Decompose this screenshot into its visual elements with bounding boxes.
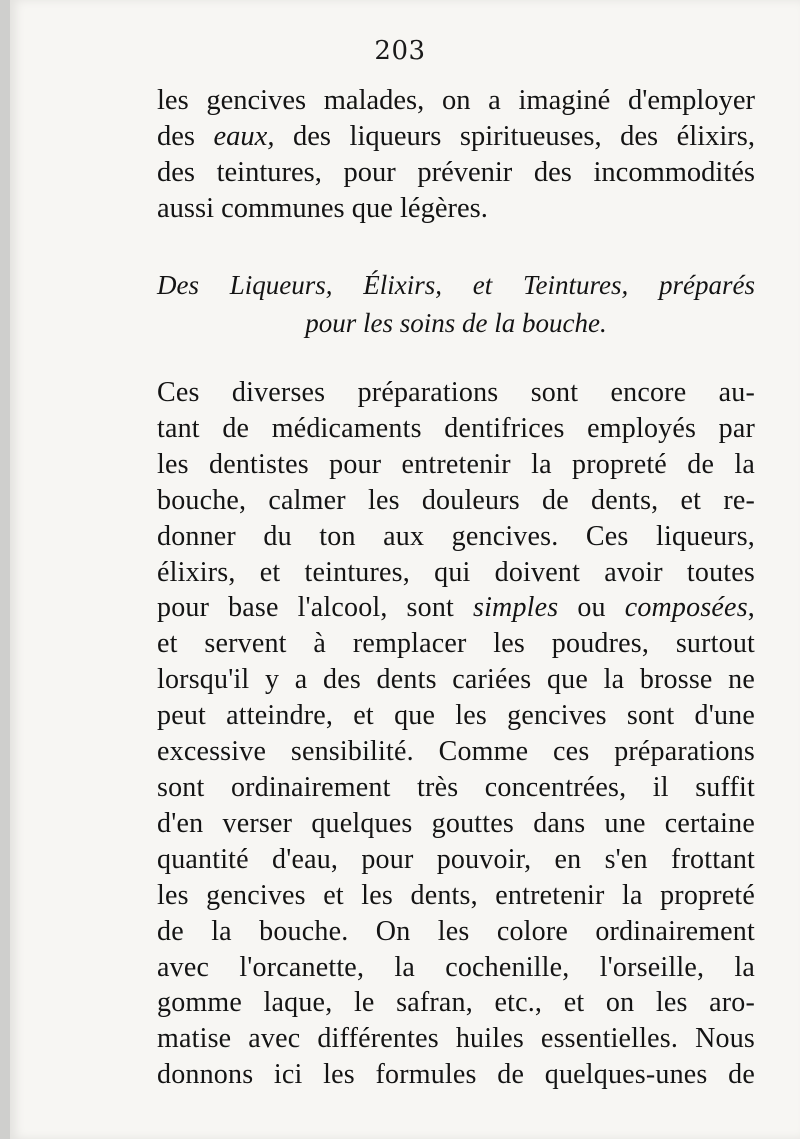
paragraph-2 (157, 375, 755, 1093)
text-line (157, 914, 755, 950)
text-run: tant de médicaments dentifrices employés par (157, 412, 755, 444)
text-line (157, 698, 755, 734)
text-run: quantité d'eau, pour pouvoir, en s'en frottant (157, 843, 755, 875)
text-line (157, 806, 755, 842)
text-line (157, 83, 755, 119)
text-line (157, 483, 755, 519)
text-line (157, 375, 755, 411)
text-line (157, 770, 755, 806)
text-run: des liqueurs spiritueuses, des élixirs, (274, 121, 755, 152)
heading-line: pour les soins de la bouche. (305, 308, 607, 338)
text-run: ou (558, 592, 625, 624)
text-run: matise avec différentes huiles essentielles. Nous (157, 1023, 755, 1055)
paragraph-1 (157, 83, 755, 227)
text-run: des teintures, pour prévenir des incommodités (157, 157, 755, 188)
text-line (157, 950, 755, 986)
section-heading (157, 266, 755, 342)
text-run: les dentistes pour entretenir la propreté de la (157, 448, 755, 480)
text-run: les gencives malades, on a imaginé d'employer (157, 85, 755, 116)
heading-line: Des Liqueurs, Élixirs, et Teintures, préparés (157, 270, 755, 300)
text-line (157, 411, 755, 447)
text-run: donnons ici les formules de quelques-unes de (157, 1059, 755, 1091)
text-run: et servent à remplacer les poudres, surtout (157, 628, 755, 660)
text-run: Ces diverses préparations sont encore au- (157, 377, 755, 408)
text-line (157, 590, 755, 626)
text-line (157, 555, 755, 591)
text-line (157, 519, 755, 555)
text-line (157, 878, 755, 914)
italic-text-run: eaux, (213, 121, 275, 152)
text-line (157, 1057, 755, 1093)
text-run: bouche, calmer les douleurs de dents, et re- (157, 484, 755, 516)
text-line (157, 447, 755, 483)
text-run: des (157, 121, 214, 152)
text-line (157, 1021, 755, 1057)
text-run: sont ordinairement très concentrées, il suffit (157, 771, 755, 803)
text-run: lorsqu'il y a des dents cariées que la brosse ne (157, 664, 755, 696)
text-run: pour base l'alcool, sont (157, 592, 473, 624)
text-run: aussi communes que légères. (157, 193, 488, 224)
text-run: excessive sensibilité. Comme ces préparations (157, 736, 755, 768)
italic-text-run: composées (624, 592, 748, 624)
text-run: de la bouche. On les colore ordinairement (157, 915, 755, 947)
text-run: gomme laque, le safran, etc., et on les aro- (157, 987, 755, 1019)
text-run: peut atteindre, et que les gencives sont d'une (157, 700, 755, 732)
italic-text-run: simples (472, 592, 559, 624)
text-line (157, 662, 755, 698)
text-run: d'en verser quelques gouttes dans une certaine (157, 807, 755, 839)
text-run: donner du ton aux gencives. Ces liqueurs, (157, 520, 755, 552)
text-line (157, 842, 755, 878)
text-line (157, 985, 755, 1021)
text-run: élixirs, et teintures, qui doivent avoir toutes (157, 556, 755, 588)
text-line (157, 155, 755, 191)
text-line (157, 191, 755, 227)
text-run: avec l'orcanette, la cochenille, l'orseille, la (157, 951, 755, 983)
text-run: , (747, 592, 755, 624)
text-line (157, 119, 755, 155)
text-run: les gencives et les dents, entretenir la propreté (157, 879, 755, 911)
text-line (157, 626, 755, 662)
text-line (157, 734, 755, 770)
page-number: 203 (374, 36, 426, 66)
